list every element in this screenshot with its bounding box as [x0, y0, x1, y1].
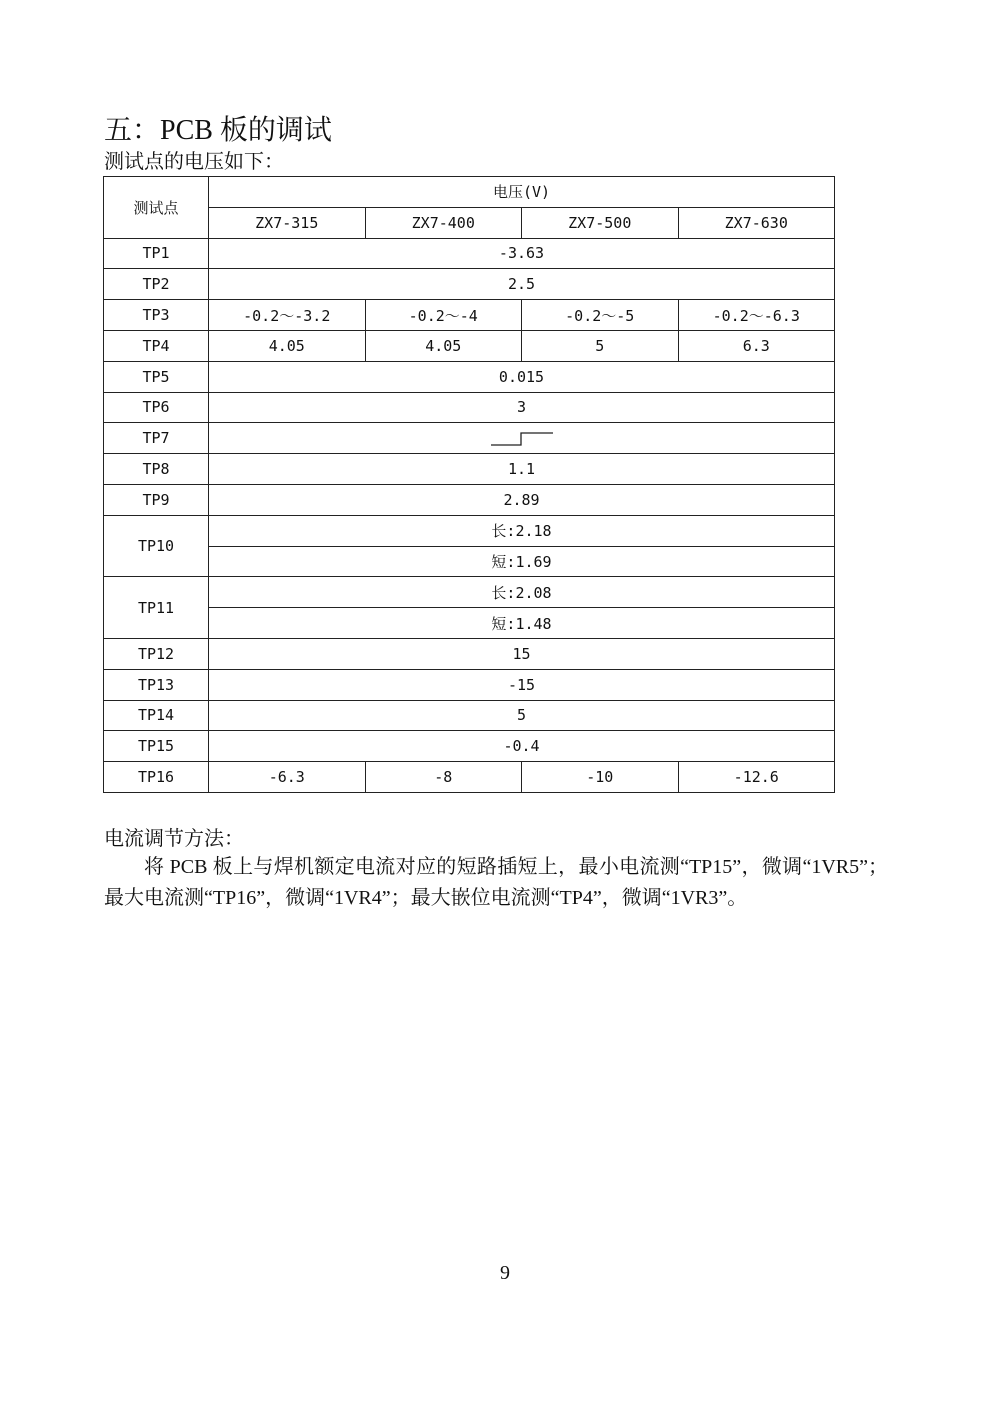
voltage-value: 15 [209, 638, 835, 669]
section-heading: 五：PCB 板的调试 [104, 115, 332, 146]
voltage-table [103, 176, 835, 793]
voltage-value: 4.05 [209, 330, 366, 361]
table-row [104, 515, 835, 546]
table-row [104, 392, 835, 423]
voltage-value: -15 [209, 669, 835, 700]
page-number: 9 [500, 1262, 510, 1284]
voltage-value: -0.2～-3.2 [209, 300, 366, 331]
test-point-label: TP4 [104, 330, 209, 361]
test-point-label: TP1 [104, 238, 209, 269]
header-model: ZX7-315 [209, 207, 366, 238]
voltage-value: 5 [522, 330, 679, 361]
table-caption: 测试点的电压如下： [104, 151, 284, 173]
table-row [104, 269, 835, 300]
table-row [104, 238, 835, 269]
test-point-label: TP7 [104, 423, 209, 454]
current-adjust-title: 电流调节方法： [104, 828, 244, 850]
table-model-row [104, 207, 835, 238]
table-row [104, 546, 835, 577]
table-header-row [104, 177, 835, 208]
voltage-value: -0.2～-5 [522, 300, 679, 331]
test-point-label: TP15 [104, 731, 209, 762]
table-row [104, 454, 835, 485]
test-point-label: TP11 [104, 577, 209, 639]
voltage-value: 2.5 [209, 269, 835, 300]
voltage-value-short: 短:1.48 [209, 608, 835, 639]
table-row [104, 423, 835, 454]
voltage-value: -0.2～-4 [365, 300, 522, 331]
voltage-value-long: 长:2.18 [209, 515, 835, 546]
voltage-value: -6.3 [209, 762, 366, 793]
voltage-value: 3 [209, 392, 835, 423]
voltage-value: 1.1 [209, 454, 835, 485]
test-point-label: TP12 [104, 638, 209, 669]
header-model: ZX7-500 [522, 207, 679, 238]
table-row [104, 638, 835, 669]
header-test-point: 测试点 [104, 177, 209, 239]
voltage-value: -0.4 [209, 731, 835, 762]
header-model: ZX7-400 [365, 207, 522, 238]
voltage-value: -0.2～-6.3 [678, 300, 835, 331]
voltage-value: -12.6 [678, 762, 835, 793]
test-point-label: TP10 [104, 515, 209, 577]
table-row [104, 300, 835, 331]
test-point-label: TP2 [104, 269, 209, 300]
voltage-value: 6.3 [678, 330, 835, 361]
voltage-value [209, 423, 835, 454]
table-row [104, 577, 835, 608]
current-adjust-paragraph: 将 PCB 板上与焊机额定电流对应的短路插短上，最小电流测“TP15”，微调“1VR5”；最大电流测“TP16”，微调“1VR4”；最大嵌位电流测“TP4”，微调“1VR3”。 [104, 856, 888, 909]
voltage-value: 0.015 [209, 361, 835, 392]
header-voltage: 电压(V) [209, 177, 835, 208]
voltage-value-short: 短:1.69 [209, 546, 835, 577]
voltage-value: -8 [365, 762, 522, 793]
table-row [104, 700, 835, 731]
step-waveform-icon [491, 430, 553, 448]
test-point-label: TP8 [104, 454, 209, 485]
voltage-value: -10 [522, 762, 679, 793]
voltage-value: 5 [209, 700, 835, 731]
table-row [104, 608, 835, 639]
test-point-label: TP14 [104, 700, 209, 731]
test-point-label: TP16 [104, 762, 209, 793]
header-model: ZX7-630 [678, 207, 835, 238]
test-point-label: TP3 [104, 300, 209, 331]
test-point-label: TP13 [104, 669, 209, 700]
table-row [104, 669, 835, 700]
table-row [104, 762, 835, 793]
table-row [104, 731, 835, 762]
table-row [104, 330, 835, 361]
test-point-label: TP6 [104, 392, 209, 423]
voltage-value-long: 长:2.08 [209, 577, 835, 608]
voltage-value: -3.63 [209, 238, 835, 269]
test-point-label: TP9 [104, 484, 209, 515]
voltage-value: 4.05 [365, 330, 522, 361]
voltage-value: 2.89 [209, 484, 835, 515]
test-point-label: TP5 [104, 361, 209, 392]
table-row [104, 484, 835, 515]
table-row [104, 361, 835, 392]
